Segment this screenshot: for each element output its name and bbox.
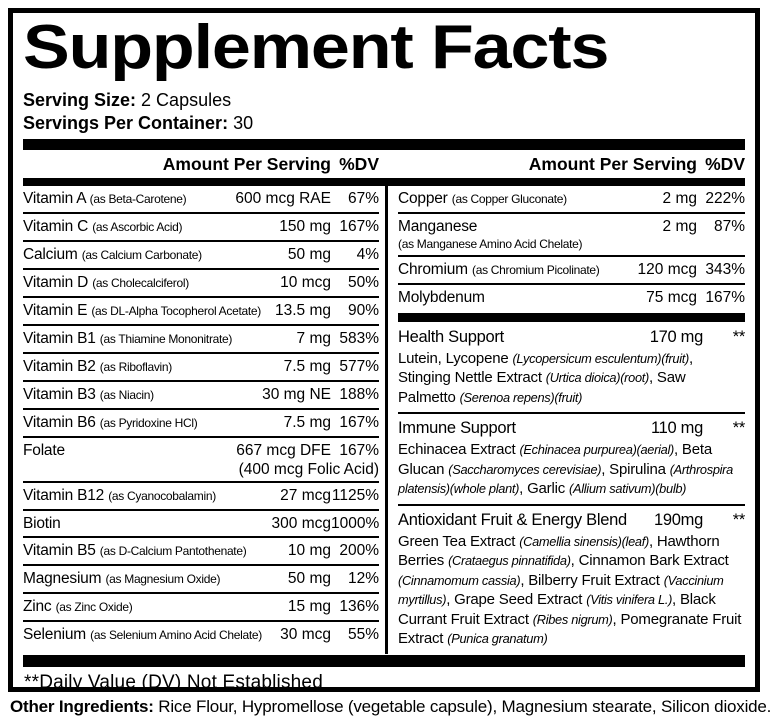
nutrient-name [23, 541, 285, 561]
nutrient-row-line [23, 597, 379, 617]
other-ingredients-line [10, 697, 774, 717]
blend-dv: ** [732, 327, 745, 346]
nutrient-form: (as Pyridoxine HCl) [99, 415, 198, 430]
nutrient-amount: 75 mcg [646, 288, 697, 306]
blend-ingredient-latin: (Allium sativum)(bulb) [569, 481, 687, 497]
blend-ingredient-latin: (Urtica dioica)(root) [545, 370, 649, 386]
nutrient-dv: 1125% [331, 486, 379, 504]
nutrient-amount: 600 mcg RAE [235, 189, 331, 207]
nutrient-row [398, 283, 745, 310]
nutrient-name-text: Vitamin B1 [23, 329, 96, 347]
nutrient-row-line [23, 217, 379, 237]
nutrient-row-line [398, 189, 745, 209]
nutrient-amount: 10 mcg [280, 273, 331, 291]
nutrient-row [23, 592, 379, 620]
blend-section [398, 323, 745, 413]
blend-ingredient-latin: (Lycopersicum esculentum)(fruit) [512, 350, 689, 366]
nutrient-row-line [23, 357, 379, 377]
blend-dv: ** [732, 419, 745, 438]
nutrient-name-text: Magnesium [23, 569, 102, 587]
nutrient-name-text: Chromium [398, 260, 468, 278]
nutrient-row-line [23, 569, 379, 589]
nutrient-row-line [23, 329, 379, 349]
nutrient-name [23, 357, 281, 377]
blend-description [398, 440, 745, 499]
nutrient-amount: 2 mg [662, 189, 697, 207]
nutrient-name-text: Molybdenum [398, 288, 485, 306]
blend-ingredient-latin: (Ribes nigrum) [532, 611, 613, 627]
nutrient-row [23, 296, 379, 324]
nutrient-row [23, 408, 379, 436]
nutrient-row [23, 268, 379, 296]
nutrient-name [23, 569, 285, 589]
nutrient-amount: 27 mcg [280, 486, 331, 504]
servings-per-container-line [23, 112, 745, 135]
nutrient-row-line [398, 288, 745, 307]
blend-dv: ** [732, 510, 745, 529]
nutrient-name-text: Vitamin B5 [23, 541, 96, 559]
nutrient-row [23, 509, 379, 536]
nutrient-name-text: Vitamin B2 [23, 357, 96, 375]
nutrient-name-text: Folate [23, 441, 65, 459]
table-header-left [23, 154, 379, 175]
nutrient-name [23, 625, 277, 645]
nutrient-row [23, 536, 379, 564]
nutrient-name-text: Selenium [23, 625, 87, 643]
nutrient-row-line [23, 189, 379, 209]
nutrient-row-line [23, 301, 379, 321]
nutrient-row [23, 436, 379, 481]
nutrient-row [23, 620, 379, 648]
nutrient-dv: 577% [339, 357, 379, 375]
table-header-right [379, 154, 745, 175]
nutrient-name-text: Calcium [23, 245, 78, 263]
nutrient-name [398, 288, 643, 307]
right-column [388, 186, 745, 654]
nutrient-name-text: Manganese [398, 217, 478, 235]
nutrient-dv: 188% [339, 385, 379, 403]
blend-name: Health Support [398, 327, 504, 346]
nutrient-dv: 167% [339, 413, 379, 431]
blend-ingredient-text: , Cinnamon Bark Extract [570, 552, 729, 570]
nutrient-name-text: Vitamin C [23, 217, 89, 235]
daily-value-footnote: **Daily Value (DV) Not Established [24, 671, 323, 693]
nutrient-row-line [398, 260, 745, 280]
thick-divider-minerals [398, 313, 745, 322]
nutrient-name [398, 260, 635, 280]
blend-ingredient-text: Lutein, Lycopene [398, 349, 513, 367]
nutrient-dv: 50% [347, 273, 379, 291]
blend-ingredient-text: , Spirulina [601, 460, 670, 478]
nutrient-form: (as Zinc Oxide) [55, 599, 133, 614]
nutrient-row [23, 240, 379, 268]
nutrient-name [23, 329, 294, 349]
nutrient-name-text: Vitamin E [23, 301, 88, 319]
nutrient-amount: 150 mg [279, 217, 331, 235]
nutrient-form: (as Chromium Picolinate) [472, 262, 600, 277]
nutrient-name-text: Biotin [23, 514, 61, 532]
dv-header-right: %DV [705, 153, 745, 174]
blend-ingredient-text: , Beta Glucan [398, 441, 712, 478]
nutrient-form: (as Selenium Amino Acid Chelate) [90, 627, 262, 642]
nutrient-name [23, 597, 285, 617]
nutrient-name-text: Vitamin B3 [23, 385, 96, 403]
nutrient-row [23, 481, 379, 509]
serving-size-line [23, 89, 745, 112]
thick-divider-bottom [23, 655, 745, 667]
nutrient-dv: 87% [713, 217, 745, 235]
nutrient-dv: 222% [705, 189, 745, 207]
nutrient-name [23, 273, 277, 293]
blend-ingredient-text: , Stinging Nettle Extract [398, 349, 693, 387]
supplement-facts-panel [8, 8, 760, 692]
nutrient-dv: 55% [347, 625, 379, 643]
nutrient-row [23, 212, 379, 240]
table-header-row [23, 150, 745, 178]
nutrient-name-text: Vitamin A [23, 189, 86, 207]
blend-ingredient-text: Echinacea Extract [398, 441, 520, 459]
blend-amount: 170 mg [649, 327, 703, 346]
serving-size-value: 2 Capsules [141, 89, 232, 110]
nutrient-form: (as Calcium Carbonate) [81, 247, 202, 262]
blend-header-line [398, 327, 745, 348]
serving-size-label: Serving Size: [23, 89, 142, 110]
nutrient-row-line [23, 273, 379, 293]
blend-ingredient-text: , Grape Seed Extract [446, 591, 587, 609]
nutrient-form: (as Magnesium Oxide) [105, 571, 221, 586]
nutrient-amount: 50 mg [287, 569, 331, 587]
nutrient-amount: 13.5 mg [274, 301, 331, 319]
blend-description [398, 349, 745, 408]
nutrient-dv: 1000% [331, 514, 380, 532]
other-ingredients-label: Other Ingredients: [10, 697, 159, 716]
nutrient-row-line [23, 625, 379, 645]
nutrient-name-text: Copper [398, 189, 448, 207]
blend-section [398, 412, 745, 504]
nutrient-name [23, 514, 269, 533]
nutrient-row [23, 186, 379, 212]
nutrient-row-line [23, 486, 379, 506]
blend-ingredient-text: , Pomegranate Fruit Extract [398, 610, 742, 648]
nutrient-form-second-line: (as Manganese Amino Acid Chelate) [398, 236, 583, 251]
thick-divider-header [23, 178, 745, 186]
nutrient-amount: 7.5 mg [283, 413, 331, 431]
blend-name: Antioxidant Fruit & Energy Blend [398, 510, 627, 529]
nutrient-row [23, 564, 379, 592]
nutrient-dv: 67% [347, 189, 379, 207]
blend-ingredient-text: , Garlic [519, 480, 570, 498]
blend-ingredient-latin: (Vitis vinifera L.) [586, 592, 673, 608]
blend-name: Immune Support [398, 419, 516, 438]
blend-ingredient-latin: (Saccharomyces cerevisiae) [448, 461, 602, 477]
nutrient-row-line [23, 385, 379, 405]
nutrient-name [23, 413, 281, 433]
nutrient-dv: 4% [356, 245, 379, 263]
nutrient-amount: 120 mcg [637, 260, 697, 278]
nutrient-amount: 30 mg NE [262, 385, 331, 403]
dv-header-left: %DV [339, 153, 379, 174]
blend-ingredient-text: , Saw Palmetto [398, 369, 686, 406]
panel-title [23, 13, 745, 82]
nutrient-form: (as Cholecalciferol) [92, 275, 189, 290]
serving-info [23, 89, 745, 135]
nutrient-amount: 7.5 mg [283, 357, 331, 375]
nutrient-name [23, 385, 259, 405]
nutrient-name-text: Vitamin D [23, 273, 89, 291]
nutrient-row-line [23, 413, 379, 433]
nutrient-row [23, 324, 379, 352]
nutrient-form: (as Riboflavin) [99, 359, 172, 374]
nutrient-amount-note: (400 mcg Folic Acid) [238, 460, 379, 478]
nutrient-form: (as Ascorbic Acid) [92, 219, 183, 234]
nutrient-dv: 343% [705, 260, 745, 278]
nutrient-form: (as Thiamine Mononitrate) [99, 331, 233, 346]
nutrient-row [398, 212, 745, 255]
blend-ingredient-text: , Black Currant Fruit Extract [398, 591, 716, 628]
blend-description [398, 532, 745, 649]
nutrient-row-line [23, 441, 379, 460]
nutrient-dv: 200% [339, 541, 379, 559]
nutrient-dv: 583% [339, 329, 379, 347]
blend-ingredient-text: , Bilberry Fruit Extract [520, 571, 664, 589]
nutrient-row-line [23, 245, 379, 265]
nutrient-row [23, 352, 379, 380]
nutrient-name [398, 189, 660, 209]
left-column-rows [23, 186, 379, 654]
nutrient-name [23, 301, 272, 321]
nutrient-amount: 2 mg [662, 217, 697, 235]
nutrient-name-text: Vitamin B12 [23, 486, 105, 504]
nutrient-dv: 167% [339, 441, 379, 459]
nutrient-name [23, 486, 277, 506]
nutrient-amount: 667 mcg DFE [236, 441, 331, 459]
other-ingredients-text: Rice Flour, Hypromellose (vegetable capsule), Magnesium stearate, Silicon dioxide. [158, 697, 772, 716]
amount-per-serving-header-left: Amount Per Serving [162, 153, 331, 174]
nutrient-row [398, 186, 745, 212]
nutrient-amount: 50 mg [287, 245, 331, 263]
nutrient-form: (as Beta-Carotene) [89, 191, 187, 206]
servings-per-container-label: Servings Per Container: [23, 112, 234, 133]
nutrient-amount: 7 mg [296, 329, 331, 347]
nutrient-columns [23, 186, 745, 654]
nutrient-form: (as Niacin) [99, 387, 154, 402]
nutrient-amount: 15 mg [287, 597, 331, 615]
panel-title-text: Supplement Facts [23, 13, 609, 82]
nutrient-form: (as Cyanocobalamin) [108, 488, 216, 503]
blend-sections [398, 323, 745, 654]
nutrient-dv: 90% [347, 301, 379, 319]
blend-ingredient-latin: (Cinnamomum cassia) [398, 572, 521, 588]
nutrient-name [23, 217, 276, 237]
blend-ingredient-latin: (Crataegus pinnatifida) [448, 553, 571, 569]
blend-amount: 110 mg [650, 419, 703, 438]
blend-ingredient-latin: (Echinacea purpurea)(aerial) [519, 442, 674, 458]
blend-ingredient-latin: (Punica granatum) [447, 631, 548, 647]
nutrient-dv: 167% [705, 288, 745, 306]
blend-ingredient-text: Green Tea Extract [398, 532, 520, 550]
blend-amount: 190mg [654, 510, 703, 529]
amount-per-serving-header-right: Amount Per Serving [528, 153, 697, 174]
nutrient-row-line [23, 541, 379, 561]
right-column-rows [398, 186, 745, 310]
nutrient-name-text: Vitamin B6 [23, 413, 96, 431]
blend-header-line [398, 510, 745, 531]
nutrient-amount: 300 mcg [271, 514, 331, 532]
blend-ingredient-latin: (Arthrospira platensis)(whole plant) [398, 461, 733, 497]
nutrient-row-line [398, 217, 745, 236]
nutrient-name [23, 441, 233, 460]
nutrient-name [23, 189, 232, 209]
nutrient-form: (as Copper Gluconate) [451, 191, 567, 206]
blend-ingredient-latin: (Serenoa repens)(fruit) [459, 389, 583, 405]
blend-section [398, 504, 745, 654]
nutrient-row [398, 255, 745, 283]
nutrient-form: (as D-Calcium Pantothenate) [99, 543, 247, 558]
blend-header-line [398, 418, 745, 439]
nutrient-name-text: Zinc [23, 597, 52, 615]
nutrient-row-line [23, 514, 379, 533]
thick-divider-top [23, 139, 745, 150]
nutrient-name [23, 245, 285, 265]
nutrient-dv: 12% [347, 569, 379, 587]
nutrient-row [23, 380, 379, 408]
nutrient-form: (as DL-Alpha Tocopherol Acetate) [91, 303, 261, 318]
nutrient-dv: 136% [339, 597, 379, 615]
blend-ingredient-text: , Hawthorn Berries [398, 532, 720, 570]
nutrient-dv: 167% [339, 217, 379, 235]
servings-per-container-value: 30 [233, 112, 254, 133]
blend-ingredient-latin: (Camellia sinensis)(leaf) [519, 533, 649, 549]
nutrient-amount: 30 mcg [280, 625, 331, 643]
nutrient-amount: 10 mg [287, 541, 331, 559]
blend-ingredient-latin: (Vaccinium myrtillus) [398, 572, 724, 608]
nutrient-name [398, 217, 660, 236]
